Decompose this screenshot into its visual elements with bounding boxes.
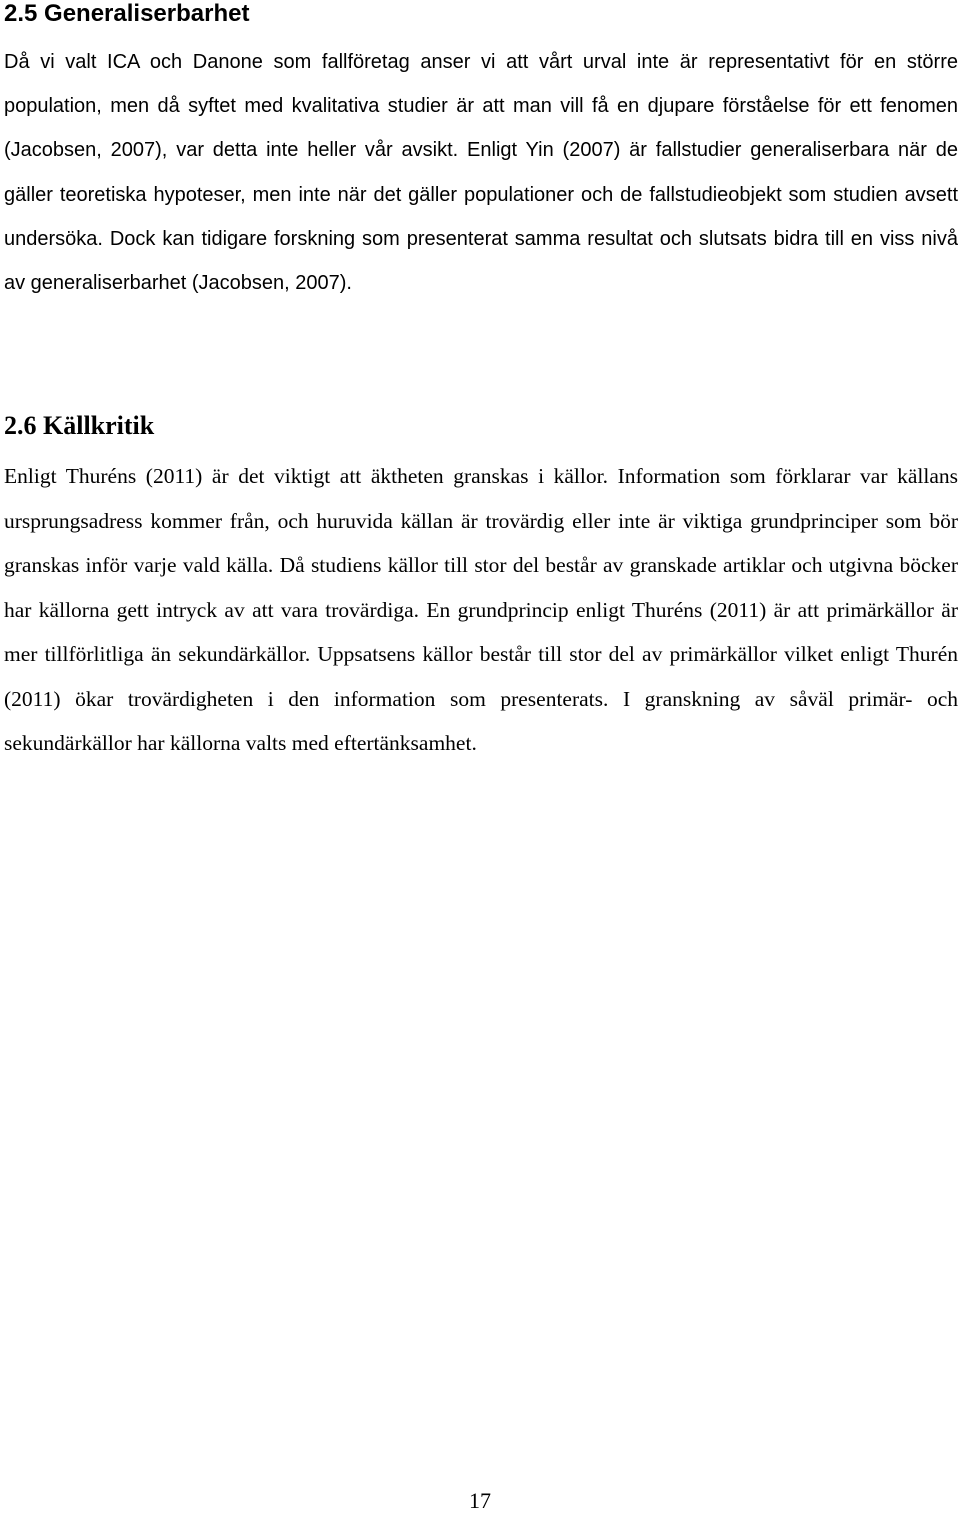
page-number: 17	[469, 1488, 491, 1513]
section-heading-generaliserbarhet: 2.5 Generaliserbarhet	[4, 0, 250, 27]
section-paragraph-generaliserbarhet: Då vi valt ICA och Danone som fallföretag anser vi att vårt urval inte är representativt för en större population, men då syftet med kvalitativa studier är att man vill få en djupare förståelse för ett fenomen (Jacobsen, 2007), var detta inte heller vår avsikt. Enligt Yin (2007) är fallstudier generaliserbara när de gäller teoretiska hypoteser, men inte när det gäller populationer och de fallstudieobjekt som studien avsett undersöka. Dock kan tidigare forskning som presenterat samma resultat och slutsats bidra till en viss nivå av generaliserbarhet (Jacobsen, 2007).	[4, 51, 958, 295]
section-heading-kallkritik: 2.6 Källkritik	[4, 411, 155, 440]
section-paragraph-kallkritik: Enligt Thuréns (2011) är det viktigt att äktheten granskas i källor. Information som förklarar var källans ursprungsadress kommer från, och huruvida källan är trovärdig eller inte är viktiga grundprinciper som bör granskas inför varje vald källa. Då studiens källor till stor del består av granskade artiklar och utgivna böcker har källorna gett intryck av att vara trovärdiga. En grundprincip enligt Thuréns (2011) är att primärkällor är mer tillförlitliga än sekundärkällor. Uppsatsens källor består till stor del av primärkällor vilket enligt Thurén (2011) ökar trovärdigheten i den information som presenterats. I granskning av såväl primär- och sekundärkällor har källorna valts med eftertänksamhet.	[4, 464, 958, 755]
